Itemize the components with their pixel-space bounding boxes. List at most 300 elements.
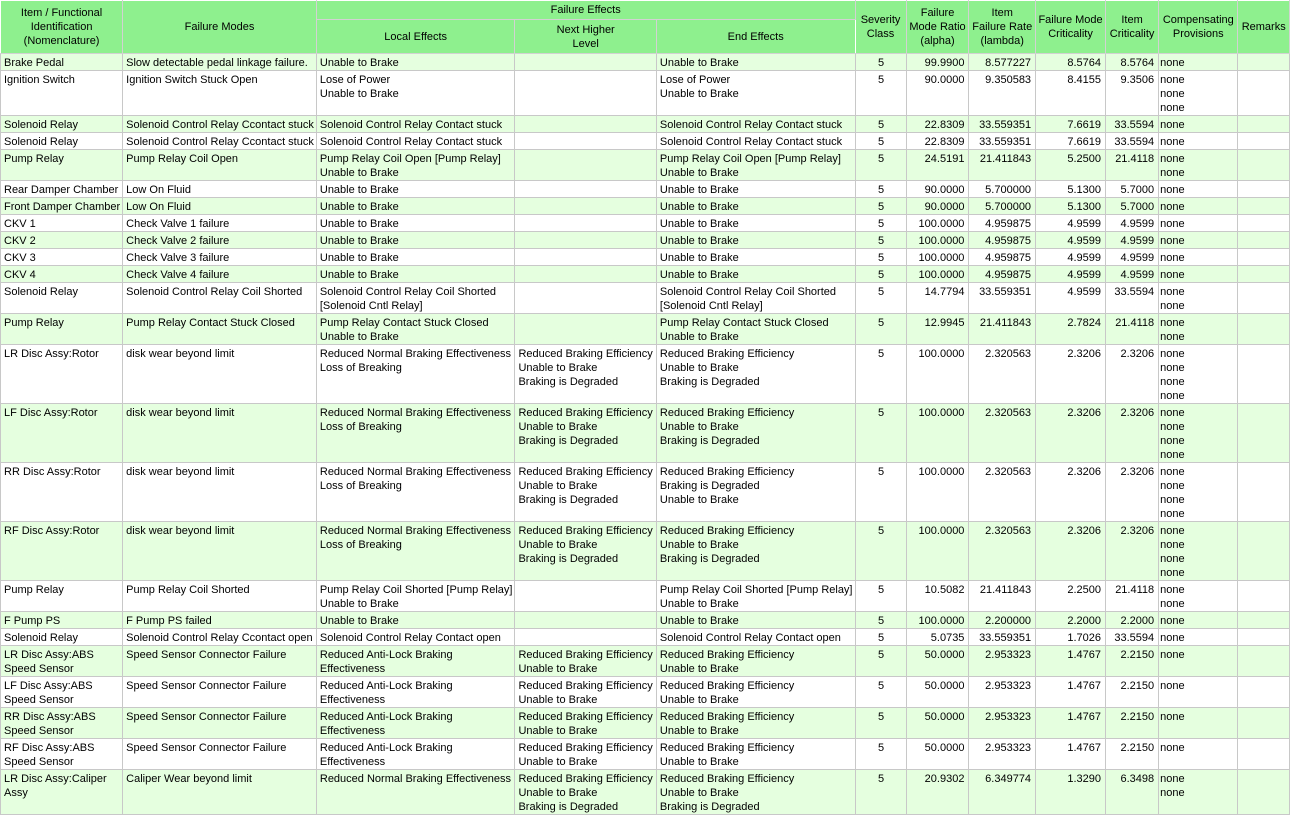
cell-severity-class[interactable]: 5 [855,198,906,215]
cell-failure-mode-ratio[interactable]: 5.0735 [906,629,969,646]
cell-compensating-provisions[interactable]: none none none none [1159,345,1238,404]
table-row[interactable] [1,770,1290,815]
cell-end-effects[interactable]: Unable to Brake [656,54,855,71]
cell-failure-mode-criticality[interactable]: 1.4767 [1036,739,1106,770]
cell-item-failure-rate[interactable]: 2.953323 [969,739,1036,770]
cell-failure-mode-ratio[interactable]: 100.0000 [906,266,969,283]
cell-severity-class[interactable]: 5 [855,404,906,463]
cell-failure-mode-ratio[interactable]: 99.9900 [906,54,969,71]
cell-local-effects[interactable]: Solenoid Control Relay Contact stuck [316,133,515,150]
col-header-local-effects[interactable]: Local Effects [316,20,515,54]
cell-local-effects[interactable]: Reduced Anti-Lock Braking Effectiveness [316,646,515,677]
cell-remarks[interactable] [1238,198,1290,215]
cell-item[interactable]: Front Damper Chamber [1,198,123,215]
cell-failure-mode[interactable]: Speed Sensor Connector Failure [123,739,317,770]
cell-remarks[interactable] [1238,150,1290,181]
cell-compensating-provisions[interactable]: none [1159,54,1238,71]
cell-item-failure-rate[interactable]: 2.953323 [969,708,1036,739]
cell-failure-mode-criticality[interactable]: 2.3206 [1036,522,1106,581]
cell-remarks[interactable] [1238,708,1290,739]
cell-failure-mode-ratio[interactable]: 90.0000 [906,181,969,198]
cell-end-effects[interactable]: Pump Relay Contact Stuck Closed Unable to Brake [656,314,855,345]
cell-failure-mode[interactable]: Solenoid Control Relay Ccontact stuck [123,133,317,150]
cell-item[interactable]: LR Disc Assy:Caliper Assy [1,770,123,815]
cell-next-higher-level[interactable]: Reduced Braking Efficiency Unable to Brake [515,708,656,739]
cell-failure-mode[interactable]: Check Valve 1 failure [123,215,317,232]
cell-compensating-provisions[interactable]: none [1159,739,1238,770]
cell-next-higher-level[interactable]: Reduced Braking Efficiency Unable to Brake [515,739,656,770]
cell-failure-mode-ratio[interactable]: 50.0000 [906,677,969,708]
cell-item-criticality[interactable]: 5.7000 [1106,198,1159,215]
cell-failure-mode-ratio[interactable]: 22.8309 [906,133,969,150]
cell-compensating-provisions[interactable]: none none [1159,314,1238,345]
cell-failure-mode[interactable]: Solenoid Control Relay Coil Shorted [123,283,317,314]
col-header-remarks[interactable]: Remarks [1238,1,1290,54]
cell-local-effects[interactable]: Reduced Normal Braking Effectiveness Loss of Breaking [316,404,515,463]
cell-item-criticality[interactable]: 2.3206 [1106,345,1159,404]
cell-item[interactable]: LF Disc Assy:Rotor [1,404,123,463]
cell-failure-mode-criticality[interactable]: 8.4155 [1036,71,1106,116]
cell-failure-mode-criticality[interactable]: 8.5764 [1036,54,1106,71]
col-header-failure-modes[interactable]: Failure Modes [123,1,317,54]
cell-severity-class[interactable]: 5 [855,283,906,314]
cell-item[interactable]: Rear Damper Chamber [1,181,123,198]
cell-item[interactable]: Solenoid Relay [1,283,123,314]
cell-local-effects[interactable]: Pump Relay Contact Stuck Closed Unable to Brake [316,314,515,345]
cell-item[interactable]: Pump Relay [1,150,123,181]
cell-item-criticality[interactable]: 33.5594 [1106,133,1159,150]
col-header-failure-effects[interactable]: Failure Effects [316,1,855,20]
cell-next-higher-level[interactable]: Reduced Braking Efficiency Unable to Brake [515,646,656,677]
cell-item-criticality[interactable]: 4.9599 [1106,249,1159,266]
cell-failure-mode[interactable]: Solenoid Control Relay Ccontact open [123,629,317,646]
cell-remarks[interactable] [1238,646,1290,677]
cell-item-failure-rate[interactable]: 9.350583 [969,71,1036,116]
cell-compensating-provisions[interactable]: none none [1159,770,1238,815]
cell-remarks[interactable] [1238,181,1290,198]
cell-item-criticality[interactable]: 6.3498 [1106,770,1159,815]
cell-item-criticality[interactable]: 4.9599 [1106,215,1159,232]
cell-failure-mode-ratio[interactable]: 100.0000 [906,249,969,266]
cell-item[interactable]: CKV 1 [1,215,123,232]
cell-next-higher-level[interactable]: Reduced Braking Efficiency Unable to Brake Braking is Degraded [515,463,656,522]
cell-failure-mode[interactable]: Solenoid Control Relay Ccontact stuck [123,116,317,133]
cell-failure-mode-criticality[interactable]: 2.3206 [1036,404,1106,463]
cell-item-criticality[interactable]: 2.2150 [1106,708,1159,739]
cell-remarks[interactable] [1238,266,1290,283]
cell-local-effects[interactable]: Solenoid Control Relay Contact open [316,629,515,646]
cell-end-effects[interactable]: Unable to Brake [656,612,855,629]
cell-item[interactable]: RR Disc Assy:ABS Speed Sensor [1,708,123,739]
cell-failure-mode-criticality[interactable]: 7.6619 [1036,133,1106,150]
cell-end-effects[interactable]: Unable to Brake [656,232,855,249]
cell-failure-mode[interactable]: Pump Relay Contact Stuck Closed [123,314,317,345]
cell-remarks[interactable] [1238,71,1290,116]
table-row[interactable] [1,232,1290,249]
cell-item[interactable]: Solenoid Relay [1,133,123,150]
cell-next-higher-level[interactable]: Reduced Braking Efficiency Unable to Brake Braking is Degraded [515,404,656,463]
cell-remarks[interactable] [1238,283,1290,314]
cell-item[interactable]: LR Disc Assy:ABS Speed Sensor [1,646,123,677]
cell-compensating-provisions[interactable]: none [1159,215,1238,232]
cell-item[interactable]: CKV 3 [1,249,123,266]
cell-local-effects[interactable]: Pump Relay Coil Open [Pump Relay] Unable to Brake [316,150,515,181]
cell-local-effects[interactable]: Reduced Normal Braking Effectiveness [316,770,515,815]
table-row[interactable] [1,71,1290,116]
cell-item-failure-rate[interactable]: 33.559351 [969,133,1036,150]
cell-next-higher-level[interactable] [515,283,656,314]
col-header-severity[interactable]: Severity Class [855,1,906,54]
cell-failure-mode-ratio[interactable]: 14.7794 [906,283,969,314]
cell-compensating-provisions[interactable]: none [1159,181,1238,198]
cell-compensating-provisions[interactable]: none [1159,232,1238,249]
cell-failure-mode[interactable]: F Pump PS failed [123,612,317,629]
cell-item-failure-rate[interactable]: 4.959875 [969,215,1036,232]
cell-item-failure-rate[interactable]: 21.411843 [969,314,1036,345]
cell-remarks[interactable] [1238,249,1290,266]
cell-severity-class[interactable]: 5 [855,232,906,249]
cell-severity-class[interactable]: 5 [855,249,906,266]
cell-local-effects[interactable]: Unable to Brake [316,249,515,266]
cell-failure-mode[interactable]: Caliper Wear beyond limit [123,770,317,815]
table-row[interactable] [1,133,1290,150]
cell-compensating-provisions[interactable]: none [1159,646,1238,677]
cell-item-criticality[interactable]: 2.3206 [1106,404,1159,463]
cell-local-effects[interactable]: Lose of Power Unable to Brake [316,71,515,116]
cell-remarks[interactable] [1238,314,1290,345]
cell-item[interactable]: RF Disc Assy:ABS Speed Sensor [1,739,123,770]
cell-item-failure-rate[interactable]: 4.959875 [969,266,1036,283]
cell-item-criticality[interactable]: 33.5594 [1106,116,1159,133]
cell-item-failure-rate[interactable]: 2.320563 [969,522,1036,581]
cell-compensating-provisions[interactable]: none [1159,266,1238,283]
cell-failure-mode-ratio[interactable]: 100.0000 [906,215,969,232]
cell-failure-mode-ratio[interactable]: 100.0000 [906,463,969,522]
cell-remarks[interactable] [1238,629,1290,646]
cell-item-failure-rate[interactable]: 2.200000 [969,612,1036,629]
cell-failure-mode-criticality[interactable]: 1.4767 [1036,646,1106,677]
cell-item-criticality[interactable]: 33.5594 [1106,629,1159,646]
cell-remarks[interactable] [1238,54,1290,71]
cell-next-higher-level[interactable] [515,249,656,266]
cell-item-failure-rate[interactable]: 2.320563 [969,463,1036,522]
cell-severity-class[interactable]: 5 [855,677,906,708]
table-row[interactable] [1,314,1290,345]
cell-end-effects[interactable]: Reduced Braking Efficiency Unable to Brake [656,646,855,677]
cell-item-criticality[interactable]: 4.9599 [1106,266,1159,283]
cell-failure-mode-criticality[interactable]: 4.9599 [1036,266,1106,283]
cell-next-higher-level[interactable] [515,215,656,232]
cell-failure-mode-ratio[interactable]: 22.8309 [906,116,969,133]
cell-item-criticality[interactable]: 4.9599 [1106,232,1159,249]
cell-item-failure-rate[interactable]: 8.577227 [969,54,1036,71]
cell-remarks[interactable] [1238,612,1290,629]
cell-compensating-provisions[interactable]: none none [1159,283,1238,314]
cell-failure-mode-ratio[interactable]: 100.0000 [906,404,969,463]
cell-next-higher-level[interactable] [515,150,656,181]
cell-item-failure-rate[interactable]: 33.559351 [969,629,1036,646]
cell-failure-mode-ratio[interactable]: 100.0000 [906,612,969,629]
table-row[interactable] [1,116,1290,133]
cell-end-effects[interactable]: Reduced Braking Efficiency Unable to Brake Braking is Degraded [656,770,855,815]
cell-item-failure-rate[interactable]: 21.411843 [969,150,1036,181]
cell-end-effects[interactable]: Pump Relay Coil Shorted [Pump Relay] Unable to Brake [656,581,855,612]
cell-item[interactable]: Brake Pedal [1,54,123,71]
cell-local-effects[interactable]: Reduced Anti-Lock Braking Effectiveness [316,708,515,739]
cell-end-effects[interactable]: Reduced Braking Efficiency Braking is Degraded Unable to Brake [656,463,855,522]
cell-failure-mode-ratio[interactable]: 20.9302 [906,770,969,815]
col-header-item[interactable]: Item / Functional Identification (Nomenclature) [1,1,123,54]
cell-failure-mode-ratio[interactable]: 90.0000 [906,71,969,116]
table-row[interactable] [1,708,1290,739]
cell-end-effects[interactable]: Unable to Brake [656,181,855,198]
cell-failure-mode-criticality[interactable]: 2.2000 [1036,612,1106,629]
cell-next-higher-level[interactable] [515,581,656,612]
table-row[interactable] [1,612,1290,629]
cell-next-higher-level[interactable]: Reduced Braking Efficiency Unable to Brake Braking is Degraded [515,770,656,815]
cell-item-failure-rate[interactable]: 21.411843 [969,581,1036,612]
cell-failure-mode[interactable]: Slow detectable pedal linkage failure. [123,54,317,71]
cell-compensating-provisions[interactable]: none none [1159,150,1238,181]
table-row[interactable] [1,266,1290,283]
cell-next-higher-level[interactable] [515,54,656,71]
cell-next-higher-level[interactable]: Reduced Braking Efficiency Unable to Brake [515,677,656,708]
cell-compensating-provisions[interactable]: none none none [1159,71,1238,116]
cell-item-failure-rate[interactable]: 6.349774 [969,770,1036,815]
cell-severity-class[interactable]: 5 [855,133,906,150]
cell-end-effects[interactable]: Unable to Brake [656,266,855,283]
table-row[interactable] [1,646,1290,677]
cell-item-failure-rate[interactable]: 33.559351 [969,116,1036,133]
cell-remarks[interactable] [1238,739,1290,770]
table-row[interactable] [1,198,1290,215]
cell-failure-mode[interactable]: disk wear beyond limit [123,463,317,522]
cell-end-effects[interactable]: Unable to Brake [656,215,855,232]
cell-failure-mode-ratio[interactable]: 10.5082 [906,581,969,612]
cell-failure-mode-criticality[interactable]: 5.1300 [1036,198,1106,215]
cell-item-criticality[interactable]: 2.2150 [1106,677,1159,708]
cell-severity-class[interactable]: 5 [855,612,906,629]
cell-compensating-provisions[interactable]: none none none none [1159,404,1238,463]
cell-severity-class[interactable]: 5 [855,345,906,404]
col-header-compensating-provisions[interactable]: Compensating Provisions [1159,1,1238,54]
cell-next-higher-level[interactable] [515,198,656,215]
cell-end-effects[interactable]: Solenoid Control Relay Contact stuck [656,116,855,133]
cell-item-failure-rate[interactable]: 2.320563 [969,404,1036,463]
cell-failure-mode-criticality[interactable]: 2.3206 [1036,463,1106,522]
cell-end-effects[interactable]: Solenoid Control Relay Contact stuck [656,133,855,150]
cell-severity-class[interactable]: 5 [855,71,906,116]
cell-end-effects[interactable]: Reduced Braking Efficiency Unable to Brake Braking is Degraded [656,345,855,404]
cell-severity-class[interactable]: 5 [855,266,906,283]
cell-next-higher-level[interactable] [515,314,656,345]
cell-failure-mode-criticality[interactable]: 5.1300 [1036,181,1106,198]
cell-failure-mode-criticality[interactable]: 4.9599 [1036,283,1106,314]
cell-failure-mode-ratio[interactable]: 50.0000 [906,646,969,677]
cell-local-effects[interactable]: Solenoid Control Relay Contact stuck [316,116,515,133]
table-row[interactable] [1,404,1290,463]
cell-severity-class[interactable]: 5 [855,708,906,739]
cell-failure-mode-ratio[interactable]: 12.9945 [906,314,969,345]
cell-remarks[interactable] [1238,116,1290,133]
table-row[interactable] [1,150,1290,181]
col-header-item-failure-rate[interactable]: Item Failure Rate (lambda) [969,1,1036,54]
cell-severity-class[interactable]: 5 [855,770,906,815]
cell-next-higher-level[interactable] [515,232,656,249]
cell-severity-class[interactable]: 5 [855,215,906,232]
cell-local-effects[interactable]: Unable to Brake [316,198,515,215]
cell-item-failure-rate[interactable]: 2.953323 [969,646,1036,677]
table-row[interactable] [1,463,1290,522]
cell-failure-mode-criticality[interactable]: 5.2500 [1036,150,1106,181]
cell-remarks[interactable] [1238,770,1290,815]
cell-compensating-provisions[interactable]: none [1159,198,1238,215]
cell-item[interactable]: Pump Relay [1,581,123,612]
cell-compensating-provisions[interactable]: none [1159,133,1238,150]
cell-end-effects[interactable]: Unable to Brake [656,198,855,215]
cell-severity-class[interactable]: 5 [855,629,906,646]
col-header-next-higher-level[interactable]: Next Higher Level [515,20,656,54]
table-row[interactable] [1,345,1290,404]
cell-failure-mode[interactable]: Speed Sensor Connector Failure [123,708,317,739]
cell-local-effects[interactable]: Reduced Normal Braking Effectiveness Loss of Breaking [316,463,515,522]
cell-failure-mode[interactable]: Low On Fluid [123,198,317,215]
cell-end-effects[interactable]: Pump Relay Coil Open [Pump Relay] Unable to Brake [656,150,855,181]
cell-item-failure-rate[interactable]: 4.959875 [969,249,1036,266]
cell-item-criticality[interactable]: 5.7000 [1106,181,1159,198]
cell-item-failure-rate[interactable]: 2.320563 [969,345,1036,404]
cell-end-effects[interactable]: Reduced Braking Efficiency Unable to Brake [656,739,855,770]
cell-failure-mode-ratio[interactable]: 100.0000 [906,232,969,249]
col-header-failure-mode-ratio[interactable]: Failure Mode Ratio (alpha) [906,1,969,54]
cell-compensating-provisions[interactable]: none none none none [1159,522,1238,581]
cell-end-effects[interactable]: Reduced Braking Efficiency Unable to Brake [656,708,855,739]
cell-item-criticality[interactable]: 21.4118 [1106,150,1159,181]
cell-failure-mode[interactable]: Speed Sensor Connector Failure [123,677,317,708]
cell-failure-mode-criticality[interactable]: 1.7026 [1036,629,1106,646]
cell-item-criticality[interactable]: 21.4118 [1106,581,1159,612]
cell-local-effects[interactable]: Unable to Brake [316,232,515,249]
cell-next-higher-level[interactable]: Reduced Braking Efficiency Unable to Brake Braking is Degraded [515,522,656,581]
cell-remarks[interactable] [1238,522,1290,581]
col-header-end-effects[interactable]: End Effects [656,20,855,54]
cell-compensating-provisions[interactable]: none [1159,708,1238,739]
cell-failure-mode[interactable]: disk wear beyond limit [123,522,317,581]
cell-remarks[interactable] [1238,215,1290,232]
cell-local-effects[interactable]: Reduced Anti-Lock Braking Effectiveness [316,677,515,708]
cell-failure-mode[interactable]: Pump Relay Coil Open [123,150,317,181]
cell-failure-mode[interactable]: Ignition Switch Stuck Open [123,71,317,116]
cell-failure-mode-ratio[interactable]: 24.5191 [906,150,969,181]
cell-local-effects[interactable]: Solenoid Control Relay Coil Shorted [Solenoid Cntl Relay] [316,283,515,314]
cell-compensating-provisions[interactable]: none none none none [1159,463,1238,522]
cell-item-failure-rate[interactable]: 33.559351 [969,283,1036,314]
cell-failure-mode-ratio[interactable]: 100.0000 [906,522,969,581]
cell-next-higher-level[interactable]: Reduced Braking Efficiency Unable to Brake Braking is Degraded [515,345,656,404]
cell-failure-mode-ratio[interactable]: 50.0000 [906,708,969,739]
cell-severity-class[interactable]: 5 [855,463,906,522]
cell-item-criticality[interactable]: 8.5764 [1106,54,1159,71]
cell-local-effects[interactable]: Unable to Brake [316,266,515,283]
cell-end-effects[interactable]: Solenoid Control Relay Contact open [656,629,855,646]
cell-item-criticality[interactable]: 9.3506 [1106,71,1159,116]
table-row[interactable] [1,249,1290,266]
cell-item[interactable]: CKV 2 [1,232,123,249]
cell-severity-class[interactable]: 5 [855,116,906,133]
cell-item-criticality[interactable]: 2.2150 [1106,646,1159,677]
table-row[interactable] [1,181,1290,198]
cell-end-effects[interactable]: Unable to Brake [656,249,855,266]
table-row[interactable] [1,581,1290,612]
cell-item-criticality[interactable]: 2.3206 [1106,463,1159,522]
cell-remarks[interactable] [1238,677,1290,708]
cell-item-criticality[interactable]: 21.4118 [1106,314,1159,345]
cell-item[interactable]: CKV 4 [1,266,123,283]
cell-failure-mode[interactable]: disk wear beyond limit [123,404,317,463]
cell-failure-mode-ratio[interactable]: 100.0000 [906,345,969,404]
table-row[interactable] [1,677,1290,708]
cell-remarks[interactable] [1238,581,1290,612]
cell-next-higher-level[interactable] [515,612,656,629]
cell-item[interactable]: Pump Relay [1,314,123,345]
cell-severity-class[interactable]: 5 [855,150,906,181]
cell-failure-mode[interactable]: Check Valve 2 failure [123,232,317,249]
cell-severity-class[interactable]: 5 [855,522,906,581]
cell-end-effects[interactable]: Reduced Braking Efficiency Unable to Brake Braking is Degraded [656,404,855,463]
cell-item-failure-rate[interactable]: 2.953323 [969,677,1036,708]
table-row[interactable] [1,215,1290,232]
cell-end-effects[interactable]: Reduced Braking Efficiency Unable to Brake [656,677,855,708]
cell-local-effects[interactable]: Unable to Brake [316,181,515,198]
cell-failure-mode-criticality[interactable]: 7.6619 [1036,116,1106,133]
cell-failure-mode-criticality[interactable]: 1.3290 [1036,770,1106,815]
cell-failure-mode-criticality[interactable]: 4.9599 [1036,215,1106,232]
cell-item[interactable]: RR Disc Assy:Rotor [1,463,123,522]
cell-remarks[interactable] [1238,345,1290,404]
cell-severity-class[interactable]: 5 [855,181,906,198]
cell-item-failure-rate[interactable]: 5.700000 [969,198,1036,215]
cell-failure-mode-criticality[interactable]: 1.4767 [1036,677,1106,708]
cell-item[interactable]: Solenoid Relay [1,116,123,133]
cell-failure-mode-criticality[interactable]: 4.9599 [1036,249,1106,266]
cell-compensating-provisions[interactable]: none [1159,249,1238,266]
cell-next-higher-level[interactable] [515,71,656,116]
col-header-item-criticality[interactable]: Item Criticality [1106,1,1159,54]
cell-local-effects[interactable]: Unable to Brake [316,215,515,232]
cell-item-criticality[interactable]: 33.5594 [1106,283,1159,314]
cell-local-effects[interactable]: Reduced Anti-Lock Braking Effectiveness [316,739,515,770]
cell-local-effects[interactable]: Unable to Brake [316,612,515,629]
cell-severity-class[interactable]: 5 [855,54,906,71]
table-row[interactable] [1,629,1290,646]
cell-severity-class[interactable]: 5 [855,739,906,770]
cell-item[interactable]: Solenoid Relay [1,629,123,646]
cell-failure-mode-ratio[interactable]: 90.0000 [906,198,969,215]
cell-remarks[interactable] [1238,133,1290,150]
cell-item[interactable]: RF Disc Assy:Rotor [1,522,123,581]
cell-item-criticality[interactable]: 2.2000 [1106,612,1159,629]
cell-next-higher-level[interactable] [515,266,656,283]
cell-end-effects[interactable]: Solenoid Control Relay Coil Shorted [Solenoid Cntl Relay] [656,283,855,314]
cell-remarks[interactable] [1238,463,1290,522]
cell-compensating-provisions[interactable]: none [1159,116,1238,133]
cell-local-effects[interactable]: Pump Relay Coil Shorted [Pump Relay] Unable to Brake [316,581,515,612]
cell-local-effects[interactable]: Reduced Normal Braking Effectiveness Loss of Breaking [316,345,515,404]
cell-severity-class[interactable]: 5 [855,314,906,345]
cell-item-criticality[interactable]: 2.2150 [1106,739,1159,770]
cell-severity-class[interactable]: 5 [855,646,906,677]
cell-compensating-provisions[interactable]: none none [1159,581,1238,612]
